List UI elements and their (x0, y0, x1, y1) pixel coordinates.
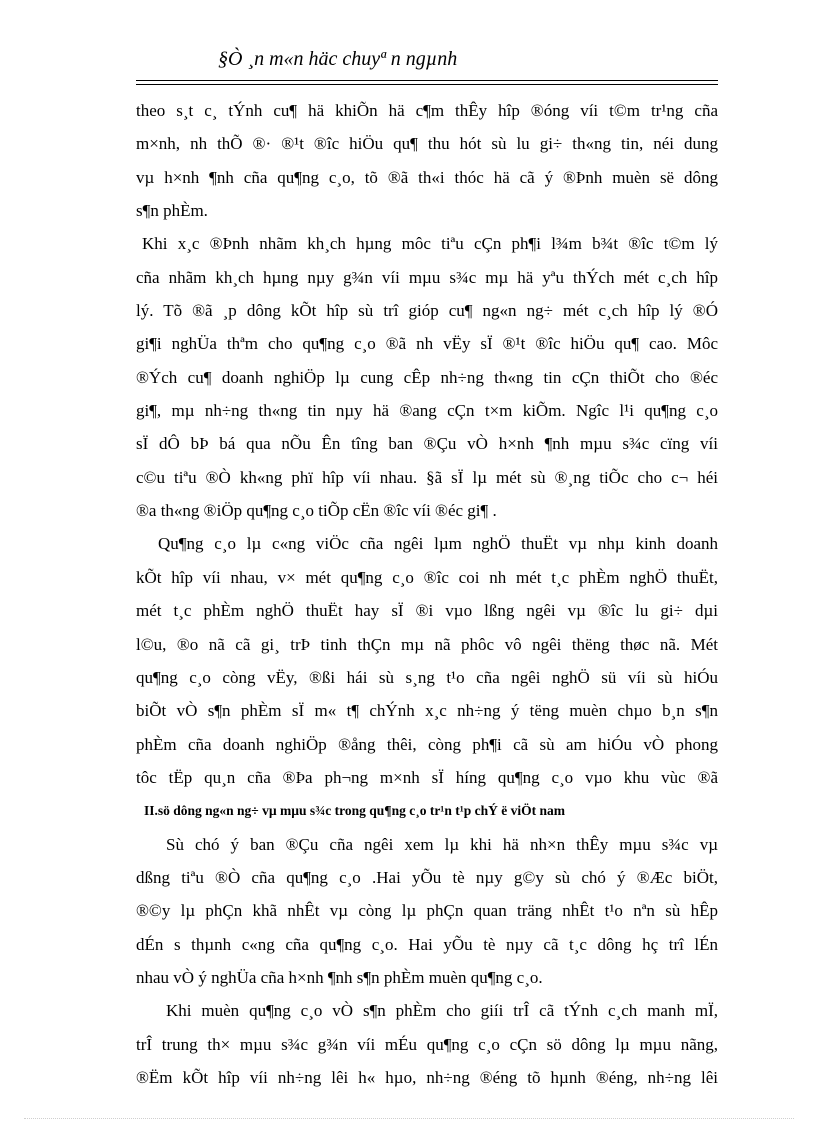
text-line: trÎ trung th× mµu s¾c g¾n víi mÉu qu¶ng c¸o cÇn sö dông lµ mµu nãng, (136, 1034, 718, 1054)
body-text (136, 94, 718, 1094)
text-line: biÕt vÒ s¶n phÈm sÏ m« t¶ chÝnh x¸c nh÷ng ý tëng muèn chµo b¸n s¶n (136, 701, 718, 721)
section-heading: II.sö dông ng«n ng÷ vµ mµu s¾c trong qu¶ng c¸o tr¹n t¹p chÝ ë viÖt nam (144, 803, 566, 819)
text-line: kÕt hîp víi nhau, v× mét qu¶ng c¸o ®îc coi nh mét t¸c phÈm nghÖ thuËt, (136, 567, 718, 587)
text-line: mét t¸c phÈm nghÖ thuËt hay sÏ ®i vµo lßng ngêi vµ ®îc lu gi÷ dµi (136, 601, 718, 621)
text-line: m×nh, nh thÕ ®· ®¹t ®îc hiÖu qu¶ thu hót sù lu gi÷ th«ng tin, néi dung (136, 134, 718, 154)
text-line: ®Ých cu¶ doanh nghiÖp lµ cung cÊp nh÷ng th«ng tin cÇn thiÕt cho ®éc (136, 367, 718, 387)
text-line: dßng tiªu ®Ò cña qu¶ng c¸o .Hai yÕu tè nµy g©y sù chó ý ®Æc biÖt, (136, 867, 718, 887)
text-line: ®a th«ng ®iÖp qu¶ng c¸o tiÕp cËn ®îc víi ®éc gi¶ . (136, 501, 497, 521)
text-line: vµ h×nh ¶nh cña qu¶ng c¸o, tõ ®ã th«i thóc hä cã ý ®Þnh muèn së dông (136, 167, 718, 187)
text-line: cña nhãm kh¸ch hµng nµy g¾n víi mµu s¾c mµ hä yªu thÝch mét c¸ch hîp (136, 267, 718, 287)
page-bottom-border (24, 1118, 794, 1119)
text-line: gi¶, mµ nh÷ng th«ng tin nµy hä ®ang cÇn t×m kiÕm. Ngîc l¹i qu¶ng c¸o (136, 401, 718, 421)
text-line: l©u, ®o nã cã gi¸ trÞ tinh thÇn mµ nã phôc vô ngêi thëng thøc nã. Mét (136, 634, 718, 654)
page-header (136, 44, 718, 90)
text-line: dÉn s thµnh c«ng cña qu¶ng c¸o. Hai yÕu tè nµy cã t¸c dông hç trî lÉn (136, 934, 718, 954)
text-line: Sù chó ý ban ®Çu cña ngêi xem lµ khi hä nh×n thÊy mµu s¾c vµ (166, 834, 718, 854)
header-rule-secondary (136, 84, 718, 85)
text-line: qu¶ng c¸o còng vËy, ®ßi hái sù s¸ng t¹o cña ngêi nghÖ sü víi sù hiÓu (136, 667, 718, 687)
text-line: Qu¶ng c¸o lµ c«ng viÖc cña ngêi lµm nghÖ thuËt vµ nhµ kinh doanh (158, 534, 718, 554)
text-line: theo s¸t c¸ tÝnh cu¶ hä khiÕn hä c¶m thÊy hîp ®óng víi t©m tr¹ng cña (136, 101, 718, 120)
text-line: c©u tiªu ®Ò kh«ng phï hîp víi nhau. §ã sÏ lµ mét sù ®¸ng tiÕc cho c¬ héi (136, 467, 718, 487)
text-line: Khi x¸c ®Þnh nhãm kh¸ch hµng môc tiªu cÇn ph¶i l¾m b¾t ®îc t©m lý (142, 234, 718, 254)
text-line: nhau vÒ ý nghÜa cña h×nh ¶nh s¶n phÈm muèn qu¶ng c¸o. (136, 967, 543, 987)
text-line: phÈm cña doanh nghiÖp ®ång thêi, còng ph¶i cã sù am hiÓu vÒ phong (136, 734, 718, 754)
text-line: tôc tËp qu¸n cña ®Þa ph¬ng m×nh sÏ híng qu¶ng c¸o vµo khu vùc ®ã (136, 767, 718, 787)
text-line: gi¶i nghÜa thªm cho qu¶ng c¸o ®ã nh vËy sÏ ®¹t ®îc hiÖu qu¶ cao. Môc (136, 334, 718, 354)
text-line: ®©y lµ phÇn khã nhÊt vµ còng lµ phÇn quan träng nhÊt t¹o nªn sù hÊp (136, 901, 718, 921)
header-rule (136, 80, 718, 81)
text-line: ®Ëm kÕt hîp víi nh÷ng lêi h« hµo, nh÷ng ®éng tõ hµnh ®éng, nh÷ng lêi (136, 1067, 718, 1087)
text-line: lý. Tõ ®ã ¸p dông kÕt hîp sù trî gióp cu¶ ng«n ng÷ mét c¸ch hîp lý ®Ó (136, 301, 718, 321)
text-line: s¶n phÈm. (136, 201, 208, 221)
text-line: sÏ dÔ bÞ bá qua nÕu Ên tîng ban ®Çu vÒ h×nh ¶nh mµu s¾c cïng víi (136, 434, 718, 454)
header-title: §Ò ¸n m«n häc chuyª n ngµnh (218, 48, 458, 70)
text-line: Khi muèn qu¶ng c¸o vÒ s¶n phÈm cho giíi trÎ cã tÝnh c¸ch manh mÏ, (166, 1001, 718, 1021)
